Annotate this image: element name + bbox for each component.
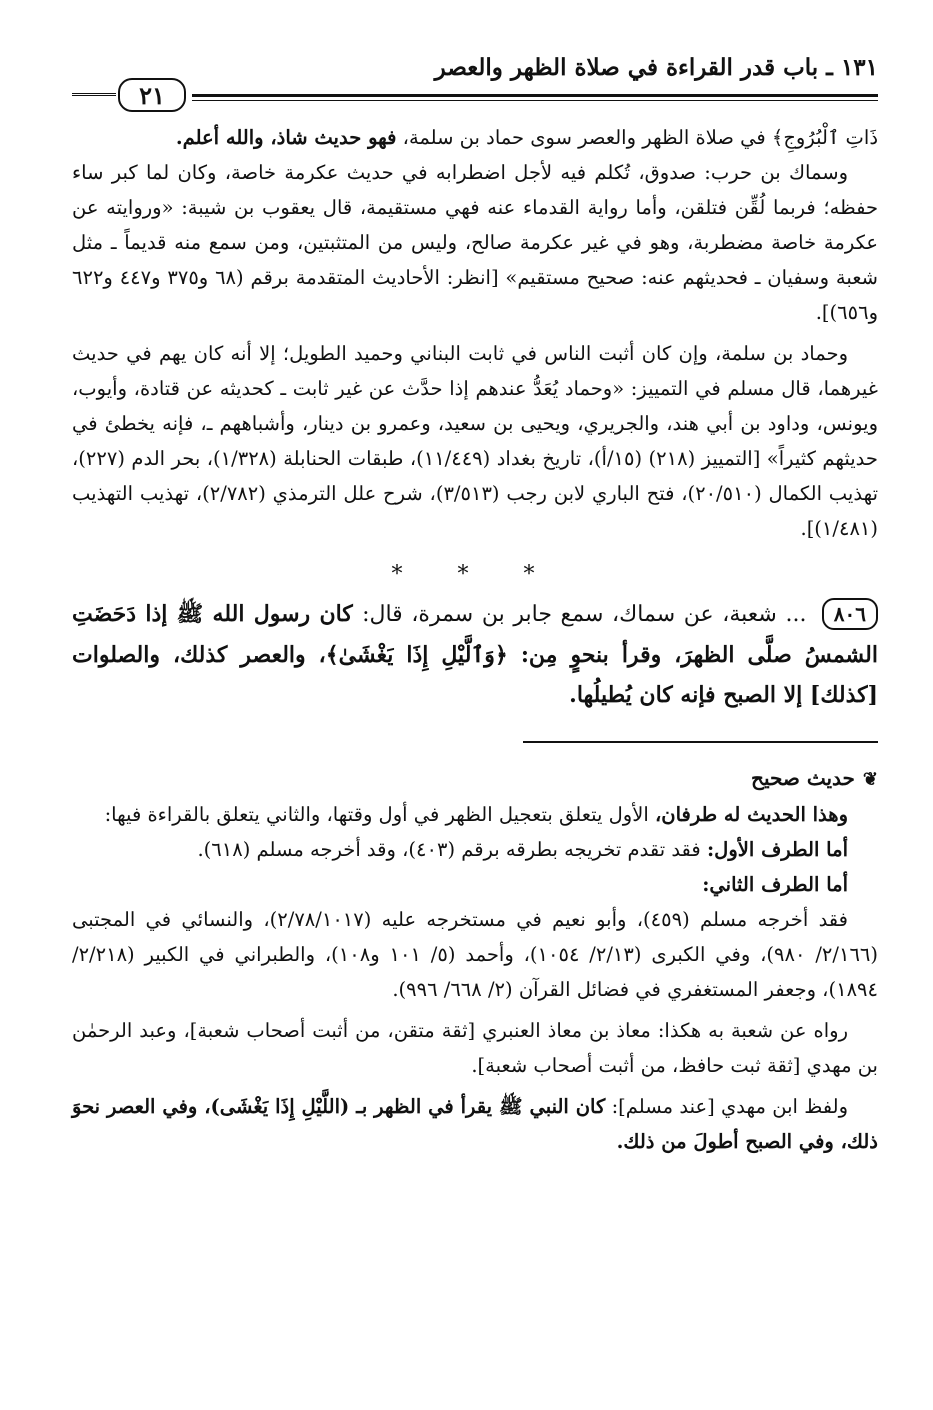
lotus-icon: ❦	[862, 769, 878, 790]
takhrij-6-text: ولفظ ابن مهدي [عند مسلم]:	[611, 1095, 848, 1118]
takhrij-paragraph-3	[72, 867, 878, 902]
header-rule	[192, 94, 878, 101]
takhrij-1-text: الأول يتعلق بتعجيل الظهر في أول وقتها، والثاني يتعلق بالقراءة فيها:	[104, 803, 649, 826]
hadith-matn: كان رسول الله ﷺ إذا دَحَضَتِ الشمسُ صلَّى الظهرَ، وقرأ بنحوٍ مِن: ﴿وَٱلَّيْلِ إِذَا يَغْشَىٰ﴾، والعصر كذلك، والصلوات [كذلك] إلا الصبح فإنه كان يُطيلُها.	[72, 601, 878, 708]
hadith-grade	[72, 761, 878, 797]
grade-label: حديث صحيح	[751, 766, 855, 790]
takhrij-3-bold: أما الطرف الثاني:	[702, 873, 848, 896]
takhrij-paragraph-4: فقد أخرجه مسلم (٤٥٩)، وأبو نعيم في مستخرجه عليه (٢/٧٨/١٠١٧)، والنسائي في المجتبى (٢/١٦٦/ ٩٨٠)، وفي الكبرى (٢/١٣/ ١٠٥٤)، وأحمد (٥/ ١٠١ و١٠٨)، والطبراني في الكبير (٢/٢١٨/ ١٨٩٤)، وجعفر المستغفري في فضائل القرآن (٢/ ٦٦٨/ ٩٩٦).	[72, 908, 878, 1001]
takhrij-paragraph-2	[72, 832, 878, 867]
takhrij-paragraph-6	[72, 1089, 878, 1159]
page-header	[72, 54, 878, 110]
chapter-title: ١٣١ ـ باب قدر القراءة في صلاة الظهر والعصر	[434, 54, 878, 81]
paragraph-2: وسماك بن حرب: صدوق، تُكلم فيه لأجل اضطرابه في حديث عكرمة خاصة، وكان لما كبر ساء حفظه؛ فربما لُقِّن فتلقن، وأما رواية القدماء عنه فهي مستقيمة، قال يعقوب بن شيبة: «وروايته عن عكرمة خاصة مضطربة، وهو في غير عكرمة صالح، وليس من المتثبتين، ومن سمع منه قديماً ـ مثل شعبة وسفيان ـ فحديثهم عنه: صحيح مستقيم» [انظر: الأحاديث المتقدمة برقم (٦٨ و٣٧٥ و٤٤٧ و٦٢٢ و٦٥٦)].	[72, 161, 878, 324]
paragraph-1-text: ذَاتِ ٱلْبُرُوجِ﴾ في صلاة الظهر والعصر سوى حماد بن سلمة،	[402, 126, 878, 149]
hadith-number: ٨٠٦	[822, 598, 878, 630]
takhrij-paragraph-5: رواه عن شعبة به هكذا: معاذ بن معاذ العنبري [ثقة متقن، من أثبت أصحاب شعبة]، وعبد الرحمٰن بن مهدي [ثقة ثبت حافظ، من أثبت أصحاب شعبة].	[72, 1019, 878, 1077]
body-text	[72, 120, 878, 1159]
takhrij-2-bold: أما الطرف الأول:	[706, 838, 848, 861]
paragraph-1-bold: فهو حديث شاذ، والله أعلم.	[175, 126, 397, 149]
hadith-isnad: ... شعبة، عن سماك، سمع جابر بن سمرة، قال:	[362, 602, 807, 627]
hadith-block	[72, 594, 878, 715]
section-separator-stars: * * *	[391, 562, 559, 587]
footnote-separator	[523, 741, 878, 743]
document-page	[72, 40, 878, 1380]
takhrij-1-bold: وهذا الحديث له طرفان،	[654, 803, 848, 826]
takhrij-6-bold: كان النبي ﷺ يقرأ في الظهر بـ (اللَّيْلِ إِذَا يَغْشَى)، وفي العصر نحوَ ذلك، وفي الصبح أطولَ من ذلك.	[72, 1095, 878, 1153]
takhrij-2-text: فقد تقدم تخريجه بطرقه برقم (٤٠٣)، وقد أخرجه مسلم (٦١٨).	[197, 838, 701, 861]
paragraph-3: وحماد بن سلمة، وإن كان أثبت الناس في ثابت البناني وحميد الطويل؛ إلا أنه كان يهم في حديث غيرهما، قال مسلم في التمييز: «وحماد يُعَدُّ عندهم إذا حدَّث عن غير ثابت ـ كحديثه عن قتادة، وأيوب، ويونس، وداود بن أبي هند، والجريري، ويحيى بن سعيد، وعمرو بن دينار، وأشباههم ـ، فإنه يخطئ في حديثهم كثيراً» [التمييز (٢١٨) (١٥/أ)، تاريخ بغداد (١١/٤٤٩)، طبقات الحنابلة (١/٣٢٨)، بحر الدم (٢٢٧)، تهذيب الكمال (٢٠/٥١٠)، فتح الباري لابن رجب (٣/٥١٣)، شرح علل الترمذي (٢/٧٨٢)، تهذيب التهذيب (١/٤٨١)].	[72, 342, 879, 540]
header-rule-left	[72, 93, 116, 96]
page-number-badge: ٢١	[118, 78, 186, 112]
paragraph-1	[72, 120, 878, 155]
takhrij-paragraph-1	[72, 797, 878, 832]
